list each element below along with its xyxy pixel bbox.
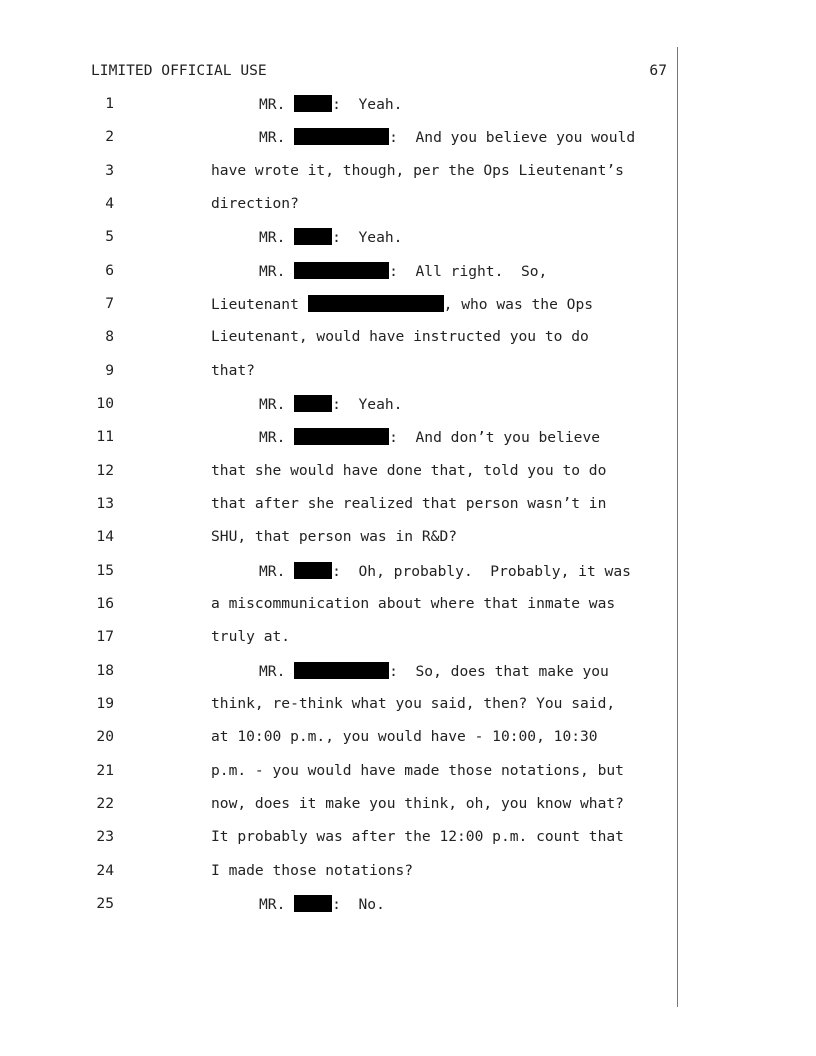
transcript-line [0,695,676,715]
line-number: 1 [105,95,114,112]
line-text [259,662,609,680]
speaker-prefix: MR. [259,663,286,680]
speaker-prefix: MR. [259,563,286,580]
speaker-prefix: MR. [259,96,286,113]
transcript-line [0,228,676,248]
line-text [259,95,402,113]
utterance: , who was the Ops [443,296,594,313]
line-text [211,295,593,313]
line-number: 23 [96,828,114,845]
speaker-prefix: MR. [259,429,286,446]
line-number: 14 [96,528,114,545]
transcript-line [0,662,676,682]
transcript-line [0,528,676,548]
redaction-box [294,128,389,145]
redaction-box [294,895,332,912]
line-text [259,428,600,446]
utterance: : Oh, probably. Probably, it was [332,563,631,580]
speaker-prefix: MR. [259,896,286,913]
utterance: : Yeah. [332,396,403,413]
transcript-line [0,328,676,348]
speaker-prefix: MR. [259,229,286,246]
line-text: a miscommunication about where that inmate was [211,595,616,612]
transcript-line [0,162,676,182]
line-number: 6 [105,262,114,279]
line-number: 2 [105,128,114,145]
transcript-line [0,128,676,148]
line-text: truly at. [211,628,291,645]
line-number: 9 [105,362,114,379]
line-number: 13 [96,495,114,512]
utterance: : So, does that make you [389,663,609,680]
transcript-line [0,262,676,282]
transcript-line [0,862,676,882]
redaction-box [294,428,389,445]
line-text: It probably was after the 12:00 p.m. count that [211,828,624,845]
line-text: p.m. - you would have made those notations, but [211,762,624,779]
title-prefix: Lieutenant [211,296,308,313]
line-text [259,895,385,913]
line-number: 5 [105,228,114,245]
redaction-box [294,562,332,579]
transcript-line [0,762,676,782]
line-number: 21 [96,762,114,779]
line-number: 25 [96,895,114,912]
utterance: : No. [332,896,385,913]
utterance: : Yeah. [332,96,403,113]
redaction-box [294,228,332,245]
line-text: I made those notations? [211,862,414,879]
transcript-line [0,828,676,848]
line-text: that after she realized that person wasn’t in [211,495,607,512]
line-number: 24 [96,862,114,879]
speaker-prefix: MR. [259,263,286,280]
line-number: 4 [105,195,114,212]
redaction-box [294,262,389,279]
utterance: : And you believe you would [389,129,636,146]
line-number: 15 [96,562,114,579]
speaker-prefix: MR. [259,129,286,146]
line-number: 3 [105,162,114,179]
line-text: at 10:00 p.m., you would have - 10:00, 10:30 [211,728,598,745]
utterance: : Yeah. [332,229,403,246]
transcript-line [0,95,676,115]
transcript-line [0,795,676,815]
line-text [259,128,635,146]
utterance: : All right. So, [389,263,548,280]
line-number: 19 [96,695,114,712]
speaker-prefix: MR. [259,396,286,413]
redaction-box [308,295,444,312]
line-text [259,228,402,246]
transcript-line [0,495,676,515]
line-text: that? [211,362,255,379]
utterance: : And don’t you believe [389,429,601,446]
transcript-line [0,628,676,648]
line-text [259,562,631,580]
line-text: now, does it make you think, oh, you know what? [211,795,624,812]
redaction-box [294,95,332,112]
line-number: 12 [96,462,114,479]
line-number: 17 [96,628,114,645]
line-text: Lieutenant, would have instructed you to do [211,328,589,345]
transcript-line [0,728,676,748]
line-text: SHU, that person was in R&D? [211,528,458,545]
transcript-line [0,428,676,448]
redaction-box [294,662,389,679]
line-text: that she would have done that, told you to do [211,462,607,479]
transcript-line [0,895,676,915]
line-number: 18 [96,662,114,679]
transcript-line [0,295,676,315]
page-number: 67 [649,62,667,79]
transcript-line [0,595,676,615]
line-number: 20 [96,728,114,745]
line-number: 10 [96,395,114,412]
line-text: think, re-think what you said, then? You said, [211,695,616,712]
transcript-line [0,395,676,415]
classification-header: LIMITED OFFICIAL USE [91,62,267,79]
transcript-line [0,195,676,215]
line-text [259,262,547,280]
line-number: 7 [105,295,114,312]
transcript-line [0,362,676,382]
line-text [259,395,402,413]
line-text: direction? [211,195,299,212]
line-number: 16 [96,595,114,612]
redaction-box [294,395,332,412]
right-margin-rule [677,47,678,1007]
line-number: 22 [96,795,114,812]
line-text: have wrote it, though, per the Ops Lieutenant’s [211,162,624,179]
transcript-line [0,462,676,482]
line-number: 11 [96,428,114,445]
line-number: 8 [105,328,114,345]
transcript-line [0,562,676,582]
